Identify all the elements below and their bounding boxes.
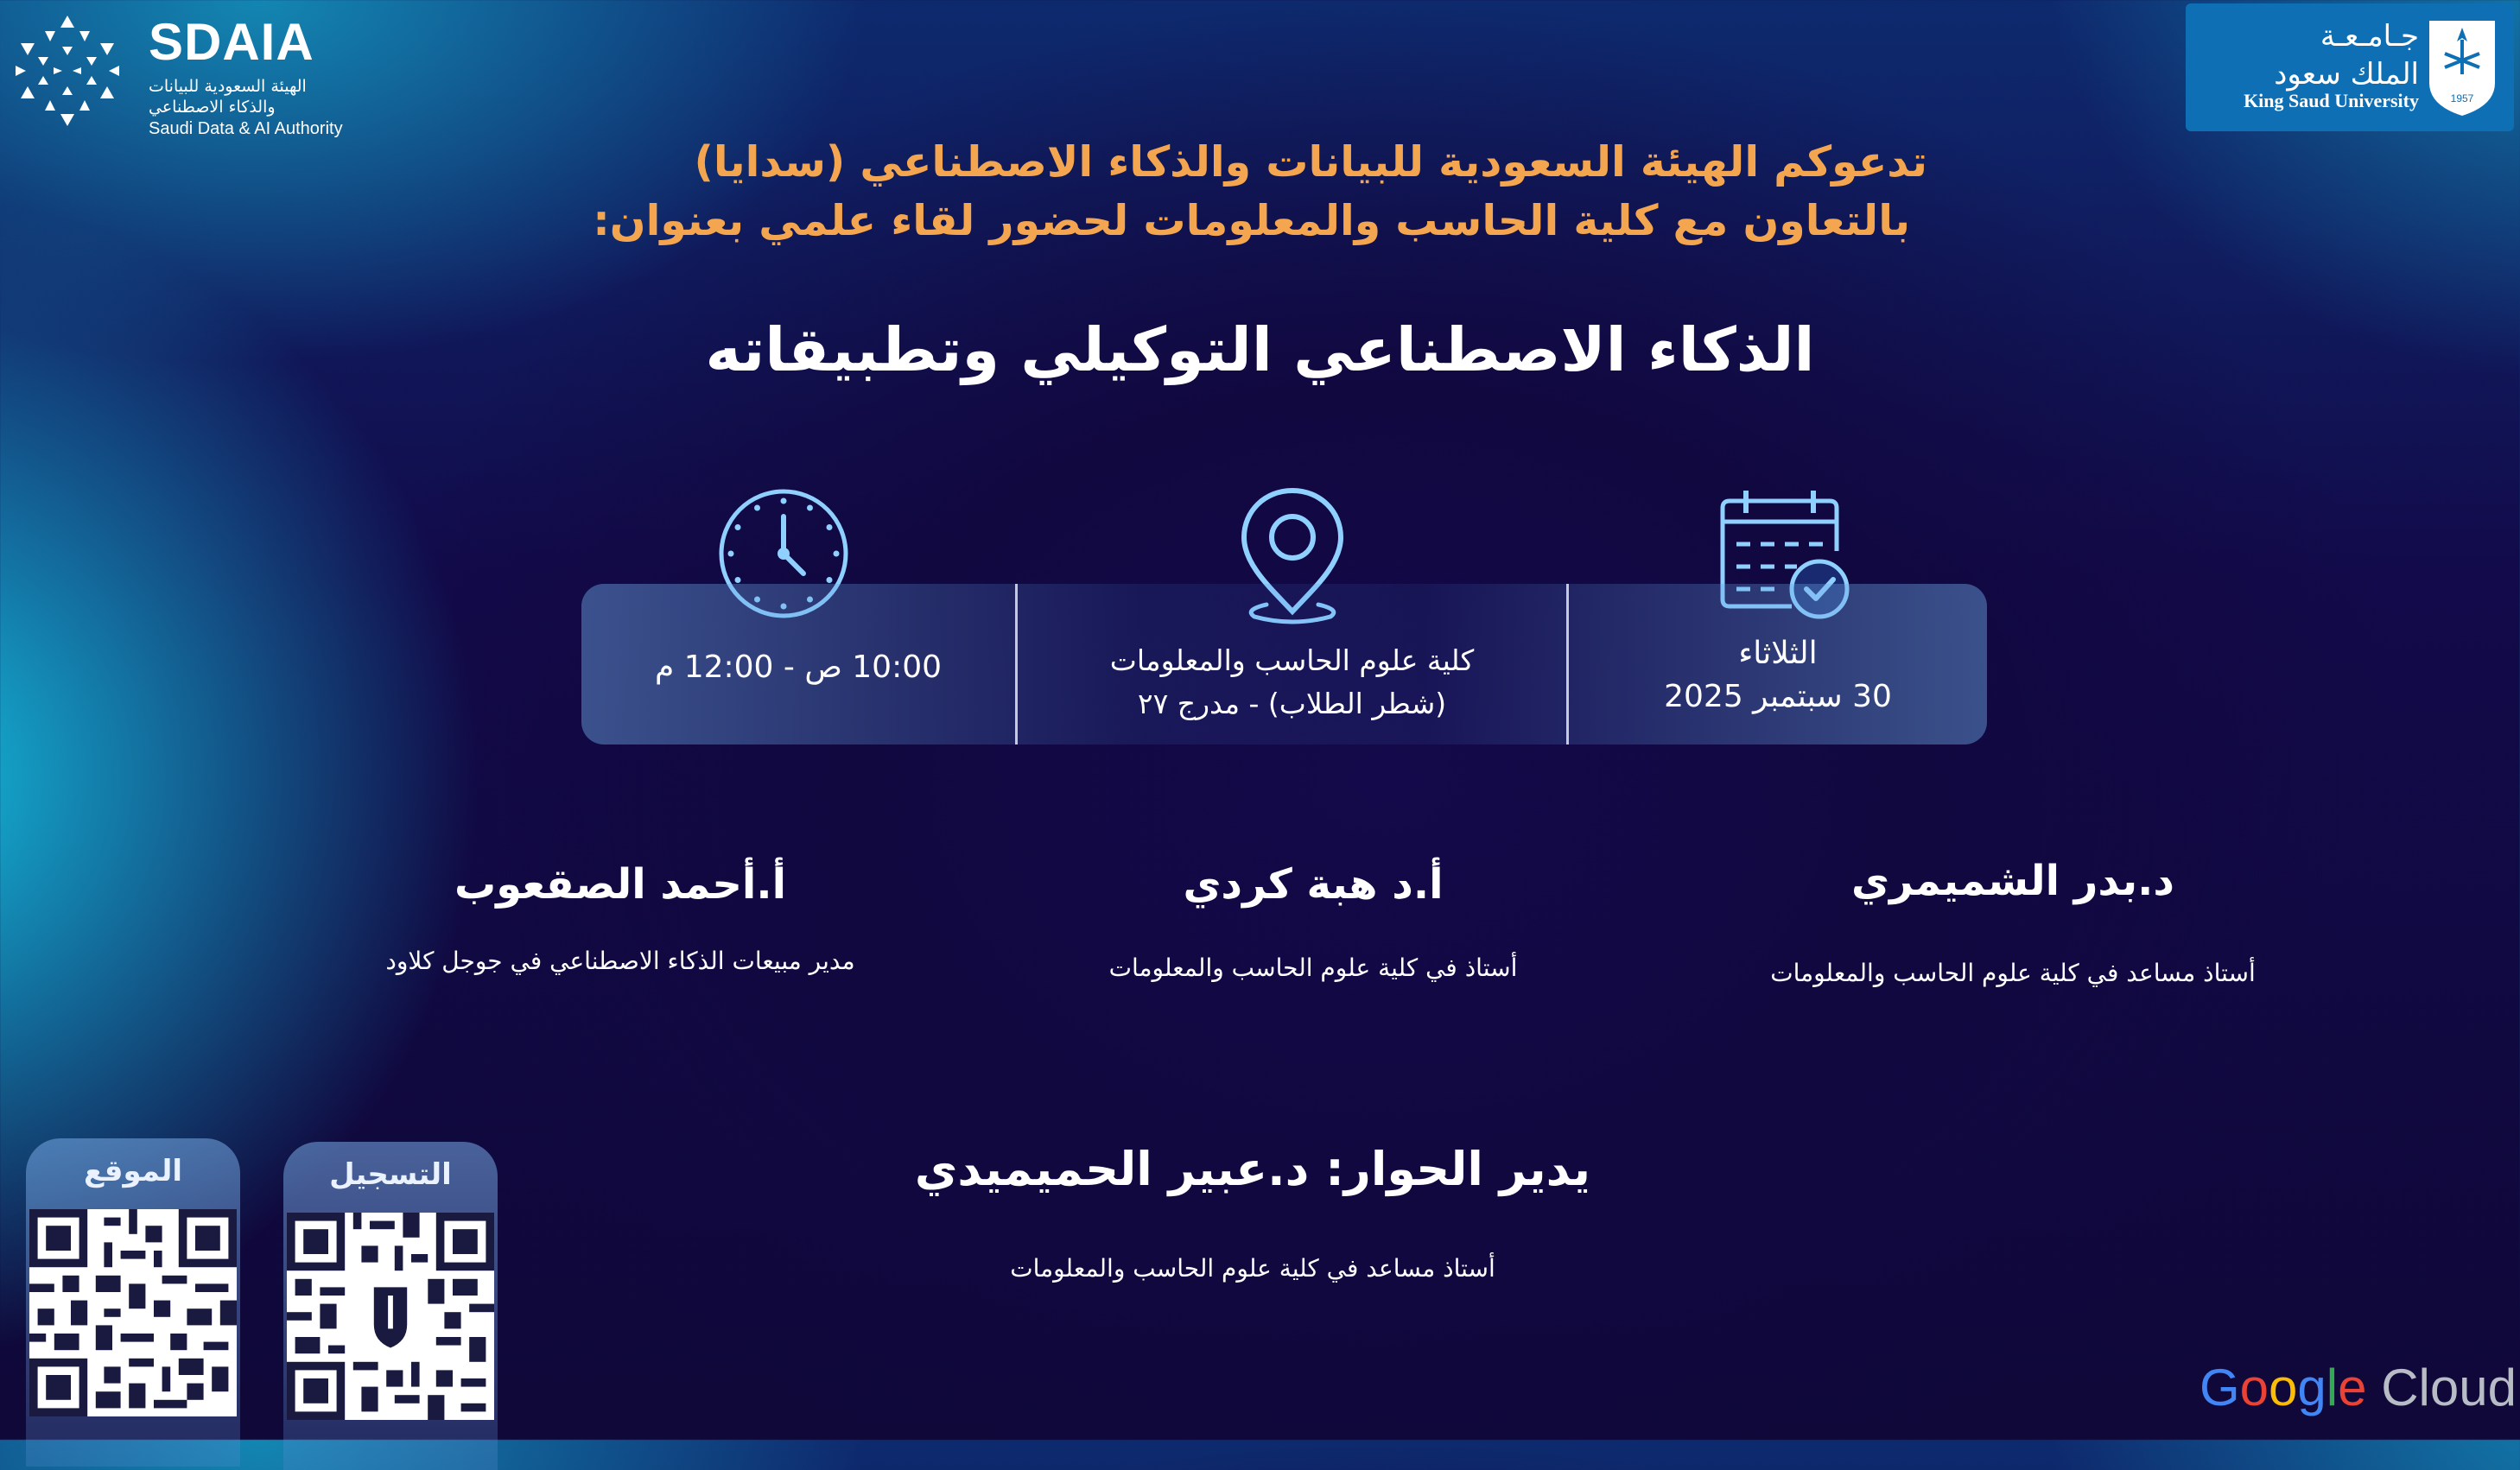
google-cloud-logo — [2199, 1358, 2517, 1417]
event-day: الثلاثاء — [1738, 636, 1818, 671]
sdaia-emblem-icon — [12, 12, 123, 130]
ksu-arabic-line2: الملك سعود — [2274, 57, 2419, 92]
qr-registration-code[interactable] — [287, 1213, 494, 1420]
event-date — [1569, 632, 1987, 719]
ksu-logo — [2186, 3, 2514, 131]
qr-code-icon — [287, 1213, 494, 1420]
event-details-bar — [581, 584, 1987, 745]
invitation-line1: تدعوكم الهيئة السعودية للبيانات والذكاء الاصطناعي (سدايا) — [694, 137, 1927, 187]
invitation-line2: بالتعاون مع كلية الحاسب والمعلومات لحضور لقاء علمي بعنوان: — [593, 196, 1910, 245]
sdaia-arabic-line1: الهيئة السعودية للبيانات — [149, 77, 307, 96]
qr-location-card[interactable] — [26, 1138, 240, 1467]
cloud-wordmark: Cloud — [2381, 1359, 2517, 1416]
ksu-arabic-line1: جـامـعـة — [2320, 19, 2419, 54]
ksu-emblem-year: 1957 — [2450, 92, 2474, 105]
qr-registration-label: التسجيل — [329, 1157, 452, 1192]
ksu-emblem-icon — [2426, 16, 2498, 119]
speaker-1-name: د.بدر الشميمري — [1850, 857, 2175, 905]
qr-registration-card[interactable] — [283, 1142, 498, 1470]
qr-code-icon — [29, 1209, 237, 1416]
speaker-2-role: أستاذ في كلية علوم الحاسب والمعلومات — [1108, 954, 1518, 982]
event-location-line2: (شطر الطلاب) - مدرج ٢٧ — [1137, 687, 1447, 720]
event-time: 10:00 ص - 12:00 م — [654, 649, 943, 685]
event-title: الذكاء الاصطناعي التوكيلي وتطبيقاته — [705, 314, 1815, 385]
event-location — [1018, 639, 1566, 725]
speaker-2-name: أ.د هبة كردي — [1183, 860, 1444, 909]
speaker-3-role: مدير مبيعات الذكاء الاصطناعي في جوجل كلاود — [385, 947, 855, 975]
sdaia-arabic-line2: والذكاء الاصطناعي — [149, 98, 276, 117]
ksu-arabic-name — [2274, 17, 2419, 93]
ksu-english-name: King Saud University — [2244, 90, 2419, 111]
sdaia-wordmark: SDAIA — [149, 13, 314, 71]
speaker-3-name: أ.أحمد الصقعوب — [454, 860, 787, 909]
moderator-role: أستاذ مساعد في كلية علوم الحاسب والمعلومات — [1010, 1254, 1495, 1283]
event-location-line1: كلية علوم الحاسب والمعلومات — [1109, 643, 1475, 677]
sdaia-logo — [12, 12, 358, 137]
event-date-value: 30 سبتمبر 2025 — [1664, 679, 1892, 714]
qr-location-code[interactable] — [29, 1209, 237, 1416]
sdaia-english-name: Saudi Data & AI Authority — [149, 119, 343, 138]
qr-location-label: الموقع — [83, 1154, 183, 1188]
google-wordmark: Google — [2199, 1359, 2367, 1416]
moderator-name: يدير الحوار: د.عبير الحميميدي — [914, 1142, 1591, 1196]
speaker-1-role: أستاذ مساعد في كلية علوم الحاسب والمعلومات — [1770, 959, 2256, 987]
